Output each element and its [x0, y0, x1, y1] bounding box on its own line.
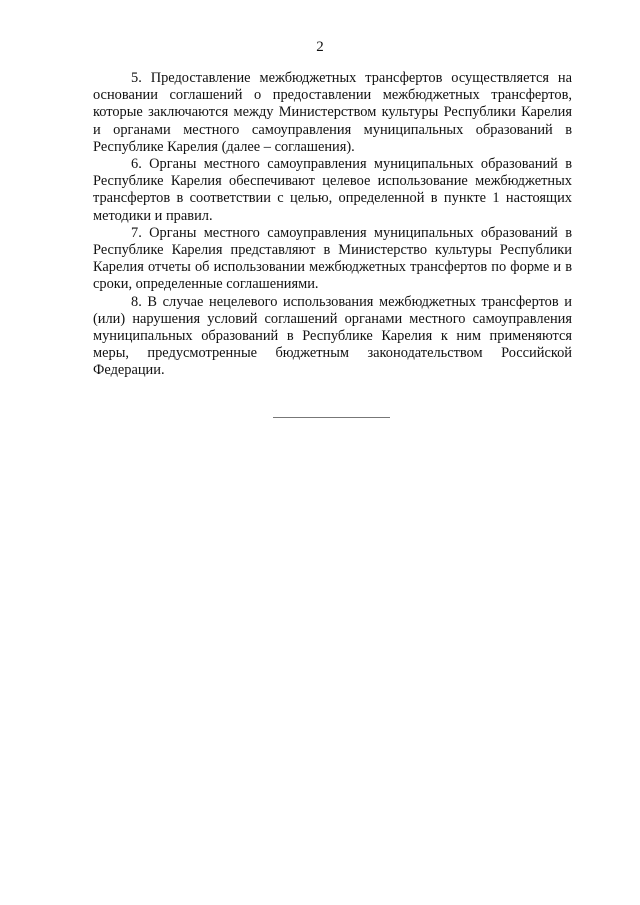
paragraph-7: 7. Органы местного самоуправления муниципальных образований в Республике Карелия представляют в Министерство культуры Республики Карелия отчеты об использовании межбюджетных трансфертов по форме и в сроки, определенные соглашениями. [93, 224, 572, 293]
paragraph-8: 8. В случае нецелевого использования межбюджетных трансфертов и (или) нарушения условий соглашений органами местного самоуправления муниципальных образований в Республике Карелия к ним применяются меры, предусмотренные бюджетным законодательством Российской Федерации. [93, 293, 572, 379]
document-body [93, 70, 572, 380]
page-number: 2 [316, 39, 324, 55]
paragraph-6: 6. Органы местного самоуправления муниципальных образований в Республике Карелия обеспечивают целевое использование межбюджетных трансфертов в соответствии с целью, определенной в пункте 1 настоящих методики и правил. [93, 156, 572, 224]
end-separator-line [273, 417, 390, 418]
paragraph-5: 5. Предоставление межбюджетных трансфертов осуществляется на основании соглашений о предоставлении межбюджетных трансфертов, которые заключаются между Министерством культуры Республики Карелия и органами местного самоуправления муниципальных образований в Республике Карелия (далее – соглашения). [93, 70, 572, 155]
